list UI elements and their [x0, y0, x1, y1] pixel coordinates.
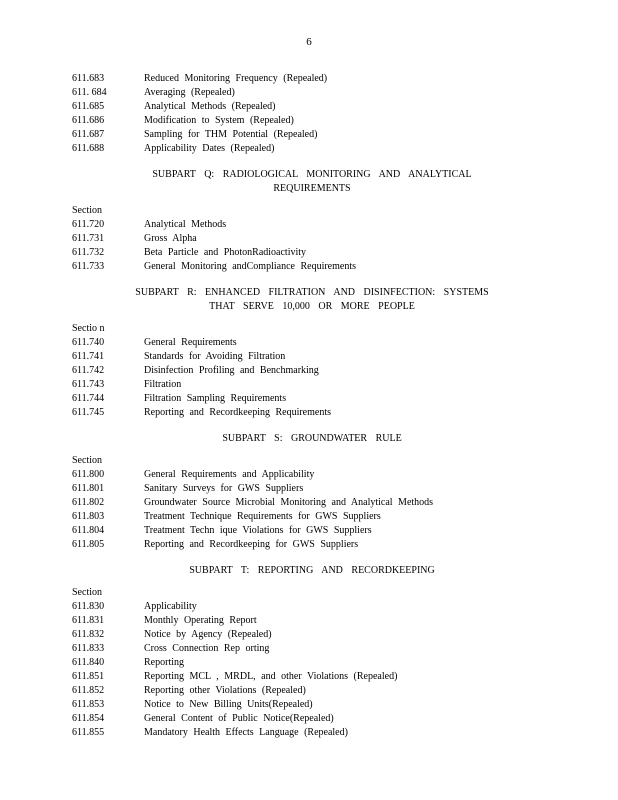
subpart-heading — [72, 564, 552, 578]
subpart-block — [72, 432, 552, 552]
subpart-heading-line: REQUIREMENTS — [273, 183, 351, 194]
toc-entry — [72, 628, 552, 642]
section-number: 611.683 — [72, 73, 105, 84]
toc-entry — [72, 336, 552, 350]
section-title: Gross Alpha — [144, 233, 197, 244]
section-title: Reporting other Violations (Repealed) — [144, 685, 306, 696]
section-number: 611.685 — [72, 101, 105, 112]
section-number: 611.854 — [72, 713, 105, 724]
section-label: Section — [72, 205, 102, 216]
toc-entry — [72, 86, 552, 100]
section-number: 611.831 — [72, 615, 105, 626]
section-number: 611.832 — [72, 629, 105, 640]
section-title: Reporting and Recordkeeping for GWS Suppliers — [144, 539, 359, 550]
toc-entry — [72, 482, 552, 496]
toc-entry — [72, 600, 552, 614]
section-title: Groundwater Source Microbial Monitoring and Analytical Methods — [144, 497, 434, 508]
section-title: Analytical Methods — [144, 219, 227, 230]
subpart-heading — [72, 432, 552, 446]
toc-entry — [72, 524, 552, 538]
section-number: 611.851 — [72, 671, 105, 682]
section-title: General Requirements and Applicability — [144, 469, 315, 480]
subpart-block — [72, 72, 552, 156]
subpart-heading-line: SUBPART Q: RADIOLOGICAL MONITORING AND ANALYTICAL — [152, 169, 472, 180]
toc-entry — [72, 392, 552, 406]
section-number: 611.840 — [72, 657, 105, 668]
section-number: 611.731 — [72, 233, 105, 244]
section-number: 611.855 — [72, 727, 105, 738]
section-title: Notice by Agency (Repealed) — [144, 629, 272, 640]
section-number: 611.804 — [72, 525, 105, 536]
toc-entry — [72, 142, 552, 156]
section-title: Disinfection Profiling and Benchmarking — [144, 365, 319, 376]
section-number: 611.732 — [72, 247, 105, 258]
section-title: Analytical Methods (Repealed) — [144, 101, 276, 112]
toc-entry — [72, 496, 552, 510]
toc-entry — [72, 114, 552, 128]
section-number: 611.743 — [72, 379, 105, 390]
section-number: 611. 684 — [72, 87, 107, 98]
toc-entry — [72, 510, 552, 524]
section-title: Treatment Techn ique Violations for GWS Suppliers — [144, 525, 372, 536]
section-number: 611.688 — [72, 143, 105, 154]
toc-entry — [72, 378, 552, 392]
section-label: Sectio n — [72, 323, 105, 334]
toc-entry — [72, 246, 552, 260]
toc-entry — [72, 538, 552, 552]
subpart-heading — [72, 168, 552, 196]
section-number: 611.744 — [72, 393, 105, 404]
toc-entry — [72, 468, 552, 482]
section-title: Reduced Monitoring Frequency (Repealed) — [144, 73, 328, 84]
subpart-heading — [72, 286, 552, 314]
section-number: 611.833 — [72, 643, 105, 654]
page-number: 6 — [306, 36, 312, 48]
toc-entry — [72, 350, 552, 364]
section-title: Filtration Sampling Requirements — [144, 393, 287, 404]
toc-entry — [72, 100, 552, 114]
toc-entry — [72, 72, 552, 86]
section-title: Beta Particle and PhotonRadioactivity — [144, 247, 307, 258]
section-number: 611.686 — [72, 115, 105, 126]
section-title: Monthly Operating Report — [144, 615, 257, 626]
section-number: 611.853 — [72, 699, 105, 710]
subpart-heading-line: SUBPART S: GROUNDWATER RULE — [222, 433, 402, 444]
toc-entry — [72, 614, 552, 628]
section-number: 611.803 — [72, 511, 105, 522]
section-title: Reporting and Recordkeeping Requirements — [144, 407, 332, 418]
toc-entry — [72, 260, 552, 274]
subpart-block — [72, 286, 552, 420]
toc-entry — [72, 218, 552, 232]
section-number: 611.687 — [72, 129, 105, 140]
section-number: 611.852 — [72, 685, 105, 696]
section-title: Modification to System (Repealed) — [144, 115, 294, 126]
toc-entry — [72, 642, 552, 656]
section-number: 611.745 — [72, 407, 105, 418]
section-number: 611.800 — [72, 469, 105, 480]
section-title: Reporting MCL , MRDL, and other Violations (Repealed) — [144, 671, 398, 682]
section-title: Treatment Technique Requirements for GWS Suppliers — [144, 511, 381, 522]
section-title: Mandatory Health Effects Language (Repealed) — [144, 727, 348, 738]
subpart-block — [72, 168, 552, 274]
section-title: Applicability — [144, 601, 197, 612]
section-title: General Requirements — [144, 337, 237, 348]
section-title: Sampling for THM Potential (Repealed) — [144, 129, 318, 140]
subpart-heading-line: SUBPART T: REPORTING AND RECORDKEEPING — [189, 565, 435, 576]
section-number: 611.802 — [72, 497, 105, 508]
section-title: Standards for Avoiding Filtration — [144, 351, 286, 362]
toc-entry — [72, 232, 552, 246]
section-label: Section — [72, 455, 102, 466]
toc-entry — [72, 406, 552, 420]
section-title: Averaging (Repealed) — [144, 87, 235, 98]
section-title: Notice to New Billing Units(Repealed) — [144, 699, 313, 710]
toc-entry — [72, 684, 552, 698]
subpart-heading-line: THAT SERVE 10,000 OR MORE PEOPLE — [209, 301, 415, 312]
section-number: 611.801 — [72, 483, 105, 494]
toc-entry — [72, 128, 552, 142]
subpart-block — [72, 564, 552, 740]
toc-entry — [72, 726, 552, 740]
section-title: General Monitoring andCompliance Requirements — [144, 261, 357, 272]
section-number: 611.742 — [72, 365, 105, 376]
section-title: Applicability Dates (Repealed) — [144, 143, 275, 154]
toc-entry — [72, 364, 552, 378]
section-number: 611.741 — [72, 351, 105, 362]
section-title: Sanitary Surveys for GWS Suppliers — [144, 483, 304, 494]
toc-entry — [72, 712, 552, 726]
section-number: 611.830 — [72, 601, 105, 612]
section-label: Section — [72, 587, 102, 598]
section-number: 611.805 — [72, 539, 105, 550]
section-number: 611.740 — [72, 337, 105, 348]
section-number: 611.720 — [72, 219, 105, 230]
subpart-heading-line: SUBPART R: ENHANCED FILTRATION AND DISINFECTION: SYSTEMS — [135, 287, 489, 298]
toc-entry — [72, 698, 552, 712]
toc-entry — [72, 670, 552, 684]
section-title: Filtration — [144, 379, 182, 390]
section-title: Reporting — [144, 657, 184, 668]
section-number: 611.733 — [72, 261, 105, 272]
table-of-contents — [72, 72, 552, 740]
section-title: Cross Connection Rep orting — [144, 643, 270, 654]
toc-entry — [72, 656, 552, 670]
section-title: General Content of Public Notice(Repealed) — [144, 713, 334, 724]
